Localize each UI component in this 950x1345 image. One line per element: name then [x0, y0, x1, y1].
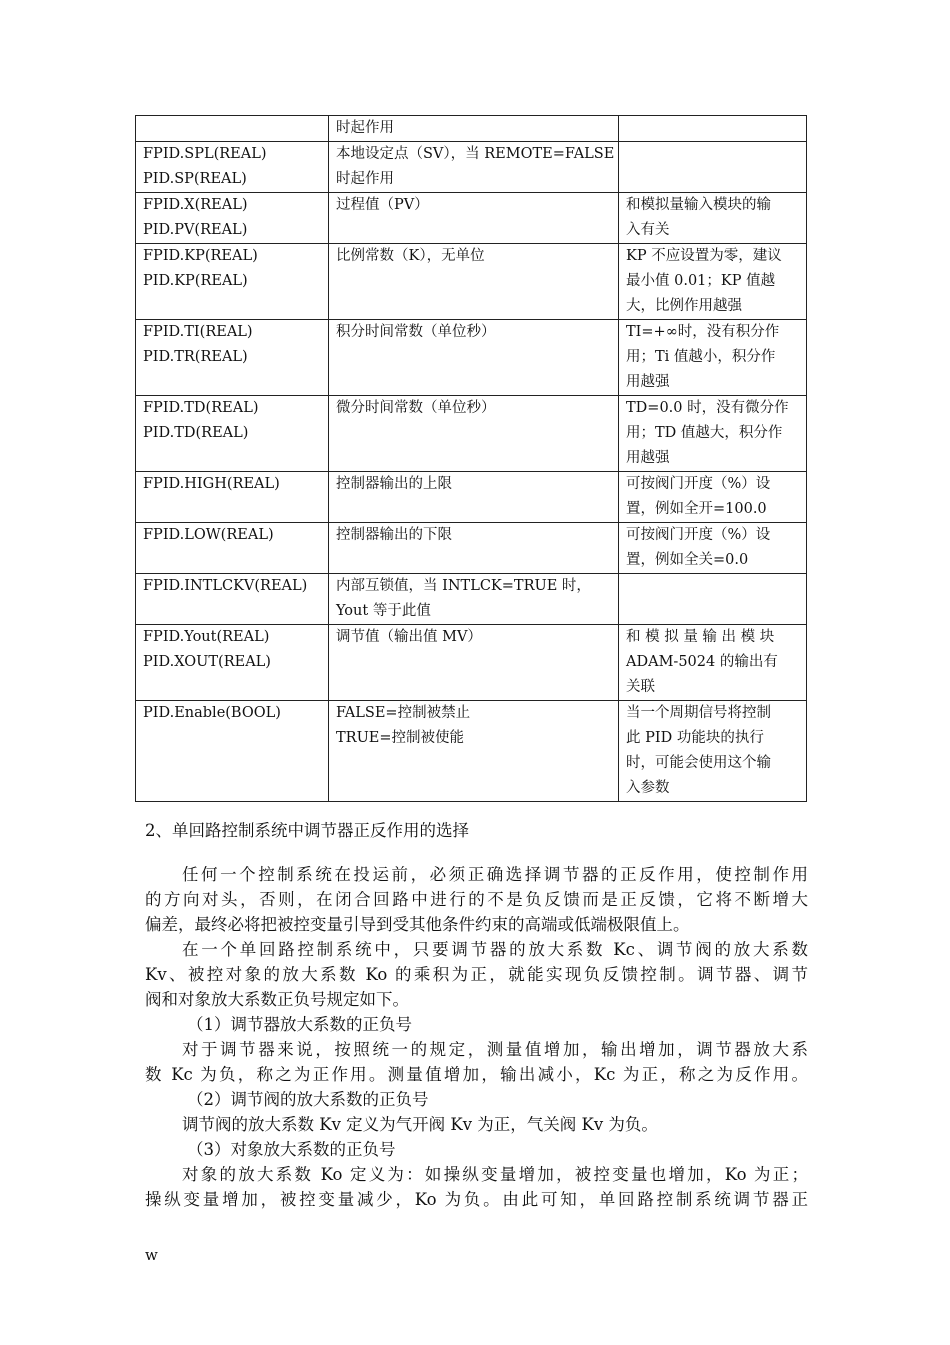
paragraph-2	[145, 937, 808, 1012]
note-cell	[619, 701, 807, 802]
cell-line: 用；Ti 值越小，积分作	[626, 349, 776, 365]
cell-line: 入有关	[626, 222, 670, 238]
cell-line: Yout 等于此值	[336, 603, 431, 619]
text-line: 对象的放大系数 Ko 定义为：如操纵变量增加，被控变量也增加，Ko 为正；	[182, 1165, 808, 1184]
cell-line: FPID.X(REAL)	[143, 197, 248, 213]
table-row	[136, 625, 807, 701]
note-cell	[619, 523, 807, 574]
subsection-title: （2）调节阀的放大系数的正负号	[187, 1090, 429, 1109]
description-cell	[329, 523, 619, 574]
parameter-name-cell	[136, 142, 329, 193]
cell-line: 积分时间常数（单位秒）	[336, 324, 496, 340]
parameter-table	[135, 115, 807, 802]
cell-line: PID.KP(REAL)	[143, 273, 248, 289]
table-row	[136, 574, 807, 625]
description-cell	[329, 396, 619, 472]
parameter-name-cell	[136, 701, 329, 802]
cell-line: FPID.TI(REAL)	[143, 324, 253, 340]
table-row	[136, 701, 807, 802]
note-cell	[619, 244, 807, 320]
cell-line: 用越强	[626, 450, 670, 466]
cell-line: PID.Enable(BOOL)	[143, 705, 281, 721]
note-cell	[619, 116, 807, 142]
cell-line: 调节值（输出值 MV）	[336, 629, 482, 645]
note-cell	[619, 320, 807, 396]
subsection-title: （3）对象放大系数的正负号	[187, 1140, 396, 1159]
parameter-name-cell	[136, 244, 329, 320]
note-cell	[619, 625, 807, 701]
cell-line: 用越强	[626, 374, 670, 390]
cell-line: 可按阀门开度（%）设	[626, 527, 771, 543]
text-line: 对于调节器来说，按照统一的规定，测量值增加，输出增加，调节器放大系	[182, 1040, 808, 1059]
text-line: 的方向对头，否则，在闭合回路中进行的不是负反馈而是正反馈，它将不断增大	[145, 890, 808, 909]
cell-line: FPID.LOW(REAL)	[143, 527, 274, 543]
text-line: 调节阀的放大系数 Kv 定义为气开阀 Kv 为正，气关阀 Kv 为负。	[182, 1115, 658, 1134]
subsection-3	[145, 1137, 808, 1212]
text-line: Kv、被控对象的放大系数 Ko 的乘积为正，就能实现负反馈控制。调节器、调节	[145, 965, 808, 984]
note-cell	[619, 396, 807, 472]
cell-line: 可按阀门开度（%）设	[626, 476, 771, 492]
cell-line: 和 模 拟 量 输 出 模 块	[626, 629, 775, 645]
cell-line: TD=0.0 时，没有微分作	[626, 400, 789, 416]
cell-line: PID.TR(REAL)	[143, 349, 248, 365]
cell-line: 控制器输出的下限	[336, 527, 452, 543]
parameter-name-cell	[136, 523, 329, 574]
cell-line: 时起作用	[336, 120, 394, 136]
cell-line: 微分时间常数（单位秒）	[336, 400, 496, 416]
description-cell	[329, 574, 619, 625]
parameter-name-cell	[136, 116, 329, 142]
parameter-name-cell	[136, 320, 329, 396]
cell-line: FPID.SPL(REAL)	[143, 146, 267, 162]
description-cell	[329, 320, 619, 396]
cell-line: TRUE=控制被使能	[336, 730, 465, 746]
cell-line: FPID.HIGH(REAL)	[143, 476, 280, 492]
cell-line: 时起作用	[336, 171, 394, 187]
cell-line: ADAM-5024 的输出有	[626, 654, 778, 670]
section-heading: 2、单回路控制系统中调节器正反作用的选择	[145, 821, 469, 840]
cell-line: 时，可能会使用这个输	[626, 755, 771, 771]
cell-line: 当一个周期信号将控制	[626, 705, 771, 721]
subsection-title: （1）调节器放大系数的正负号	[187, 1015, 412, 1034]
cell-line: FPID.TD(REAL)	[143, 400, 259, 416]
cell-line: PID.SP(REAL)	[143, 171, 247, 187]
description-cell	[329, 625, 619, 701]
text-line: 偏差，最终必将把被控变量引导到受其他条件约束的高端或低端极限值上。	[145, 915, 690, 934]
cell-line: FPID.Yout(REAL)	[143, 629, 270, 645]
note-cell	[619, 193, 807, 244]
note-cell	[619, 574, 807, 625]
cell-line: 关联	[626, 679, 655, 695]
cell-line: FPID.KP(REAL)	[143, 248, 258, 264]
note-cell	[619, 142, 807, 193]
parameter-name-cell	[136, 574, 329, 625]
paragraph-1	[145, 862, 808, 937]
table-row	[136, 320, 807, 396]
cell-line: 置，例如全关=0.0	[626, 552, 749, 568]
description-cell	[329, 142, 619, 193]
cell-line: PID.XOUT(REAL)	[143, 654, 271, 670]
subsection-1	[145, 1012, 808, 1087]
description-cell	[329, 472, 619, 523]
text-line: 数 Kc 为负，称之为正作用。测量值增加，输出减小，Kc 为正，称之为反作用。	[145, 1065, 808, 1084]
cell-line: 内部互锁值，当 INTLCK=TRUE 时，	[336, 578, 591, 594]
description-cell	[329, 193, 619, 244]
text-line: 任何一个控制系统在投运前，必须正确选择调节器的正反作用，使控制作用	[182, 865, 808, 884]
cell-line: KP 不应设置为零，建议	[626, 248, 782, 264]
cell-line: 比例常数（K），无单位	[336, 248, 485, 264]
note-cell	[619, 472, 807, 523]
table-row	[136, 116, 807, 142]
cell-line: 置，例如全开=100.0	[626, 501, 767, 517]
cell-line: 大，比例作用越强	[626, 298, 742, 314]
parameter-name-cell	[136, 472, 329, 523]
description-cell	[329, 701, 619, 802]
cell-line: 和模拟量输入模块的输	[626, 197, 771, 213]
table-row	[136, 142, 807, 193]
cell-line: PID.PV(REAL)	[143, 222, 248, 238]
parameter-name-cell	[136, 193, 329, 244]
cell-line: 此 PID 功能块的执行	[626, 730, 764, 746]
cell-line: 控制器输出的上限	[336, 476, 452, 492]
cell-line: 最小值 0.01；KP 值越	[626, 273, 776, 289]
cell-line: FPID.INTLCKV(REAL)	[143, 578, 308, 594]
text-line: 阀和对象放大系数正负号规定如下。	[145, 990, 409, 1009]
cell-line: TI=+∞时，没有积分作	[626, 324, 780, 340]
table-row	[136, 193, 807, 244]
parameter-name-cell	[136, 396, 329, 472]
text-line: 操纵变量增加，被控变量减少，Ko 为负。由此可知，单回路控制系统调节器正	[145, 1190, 808, 1209]
cell-line: PID.TD(REAL)	[143, 425, 249, 441]
parameter-name-cell	[136, 625, 329, 701]
description-cell	[329, 244, 619, 320]
table-row	[136, 396, 807, 472]
footer-mark: w	[145, 1246, 158, 1264]
cell-line: FALSE=控制被禁止	[336, 705, 471, 721]
table-row	[136, 472, 807, 523]
table-row	[136, 523, 807, 574]
text-line: 在一个单回路控制系统中，只要调节器的放大系数 Kc、调节阀的放大系数	[182, 940, 808, 959]
subsection-2	[145, 1087, 808, 1137]
parameter-table-body	[136, 116, 807, 802]
table-row	[136, 244, 807, 320]
cell-line: 过程值（PV）	[336, 197, 429, 213]
cell-line: 入参数	[626, 780, 670, 796]
cell-line: 本地设定点（SV），当 REMOTE=FALSE	[336, 146, 615, 162]
description-cell	[329, 116, 619, 142]
cell-line: 用；TD 值越大，积分作	[626, 425, 783, 441]
